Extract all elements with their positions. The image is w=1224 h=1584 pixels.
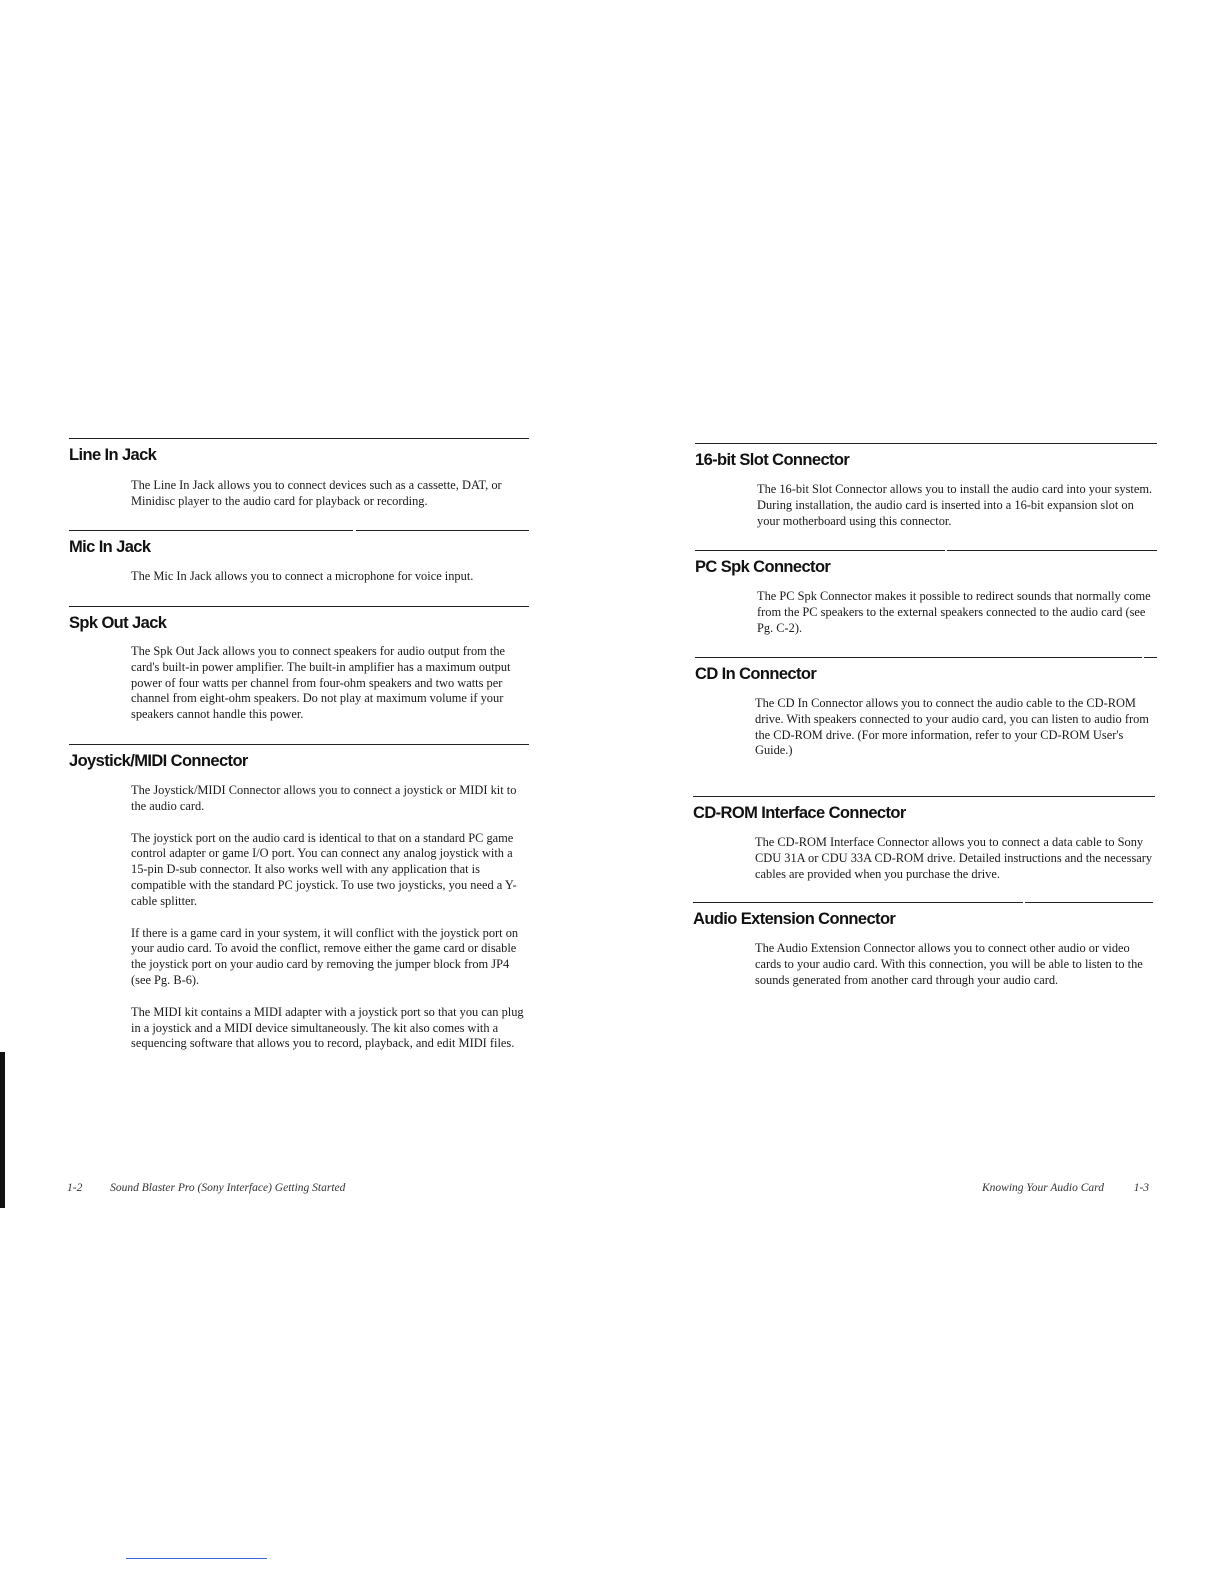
section-rule	[69, 744, 529, 746]
paragraph: The Joystick/MIDI Connector allows you to connect a joystick or MIDI kit to the audio card.	[131, 783, 517, 813]
section-body-pc-spk-connector	[757, 589, 1159, 636]
section-heading: 16-bit Slot Connector	[695, 451, 850, 469]
section-body-line-in-jack	[131, 478, 519, 510]
footer-title: Sound Blaster Pro (Sony Interface) Getting Started	[110, 1182, 346, 1194]
section-rule	[695, 443, 1157, 445]
section-rule	[69, 606, 529, 608]
section-rule	[69, 438, 529, 440]
paragraph: The MIDI kit contains a MIDI adapter with a joystick port so that you can plug in a joystick and a MIDI device simultaneously. The kit also comes with a sequencing software that allows you to record, playback, and edit MIDI files.	[131, 1004, 524, 1051]
section-rule	[695, 657, 1157, 659]
section-heading: PC Spk Connector	[695, 558, 831, 576]
paragraph: The joystick port on the audio card is identical to that on a standard PC game control adapter or game I/O port. You can connect any analog joystick with a 15-pin D-sub connector. It also works well with any application that is compatible with the standard PC joystick. To use two joysticks, you need a Y-cable splitter.	[131, 830, 517, 908]
footer-title: Knowing Your Audio Card	[982, 1182, 1104, 1194]
right-footer	[982, 1182, 1149, 1194]
paragraph: If there is a game card in your system, it will conflict with the joystick port on your audio card. To avoid the conflict, remove either the game card or disable the joystick port on your audio card by removing the jumper block from JP4 (see Pg. B-6).	[131, 925, 519, 987]
section-spk-out-jack	[69, 606, 529, 634]
section-rule	[693, 796, 1155, 798]
section-body-joystick-midi-connector	[131, 783, 529, 1052]
right-page	[612, 0, 1224, 1584]
page-number: 1-2	[67, 1182, 83, 1194]
section-body-16-bit-slot-connector	[757, 482, 1155, 529]
paragraph: The CD In Connector allows you to connect the audio cable to the CD-ROM drive. With speakers connected to your audio card, you can listen to audio from the CD-ROM drive. (For more information, refer to your CD-ROM User's Guide.)	[755, 696, 1149, 758]
section-rule	[69, 530, 529, 532]
paragraph: The 16-bit Slot Connector allows you to install the audio card into your system. During installation, the audio card is inserted into a 16-bit expansion slot on your motherboard using this connector.	[757, 482, 1153, 528]
section-audio-extension-connector	[693, 902, 1153, 930]
section-rule	[695, 550, 1157, 552]
paragraph: The Spk Out Jack allows you to connect speakers for audio output from the card's built-in power amplifier. The built-in amplifier has a maximum output power of four watts per channel from four-ohm speakers and two watts per channel from eight-ohm speakers. Do not play at maximum volume if your speakers cannot handle this power.	[131, 644, 511, 722]
paragraph: The Mic In Jack allows you to connect a microphone for voice input.	[131, 569, 474, 583]
left-footer	[67, 1182, 345, 1194]
paragraph: The Audio Extension Connector allows you to connect other audio or video cards to your audio card. With this connection, you will be able to listen to the sounds generated from another card through your audio card.	[755, 941, 1143, 987]
section-heading: Joystick/MIDI Connector	[69, 752, 248, 770]
section-line-in-jack	[69, 438, 529, 466]
section-body-spk-out-jack	[131, 644, 525, 723]
section-body-cd-in-connector	[755, 696, 1151, 759]
paragraph: The CD-ROM Interface Connector allows you to connect a data cable to Sony CDU 31A or CDU 33A CD-ROM drive. Detailed instructions and the necessary cables are provided when you purchase the drive.	[755, 835, 1153, 881]
section-body-audio-extension-connector	[755, 941, 1157, 988]
section-heading: CD-ROM Interface Connector	[693, 804, 906, 822]
section-cd-rom-interface-connector	[693, 796, 1155, 824]
page-number: 1-3	[1133, 1182, 1150, 1194]
section-mic-in-jack	[69, 530, 529, 558]
section-pc-spk-connector	[695, 550, 1157, 578]
paragraph: The PC Spk Connector makes it possible to redirect sounds that normally come from the PC speakers to the external speakers connected to the audio card (see Pg. C-2).	[757, 589, 1151, 635]
section-heading: Spk Out Jack	[69, 614, 167, 632]
section-cd-in-connector	[695, 657, 1157, 685]
paragraph: The Line In Jack allows you to connect devices such as a cassette, DAT, or Minidisc player to the audio card for playback or recording.	[131, 478, 502, 508]
section-heading: CD In Connector	[695, 665, 817, 683]
section-heading: Line In Jack	[69, 446, 157, 464]
section-body-mic-in-jack	[131, 569, 519, 585]
bottom-link-underline	[126, 1558, 267, 1559]
section-rule	[693, 902, 1153, 904]
section-body-cd-rom-interface-connector	[755, 835, 1155, 882]
section-heading: Audio Extension Connector	[693, 910, 896, 928]
section-joystick-midi-connector	[69, 744, 529, 772]
section-heading: Mic In Jack	[69, 538, 151, 556]
section-16-bit-slot-connector	[695, 443, 1157, 471]
